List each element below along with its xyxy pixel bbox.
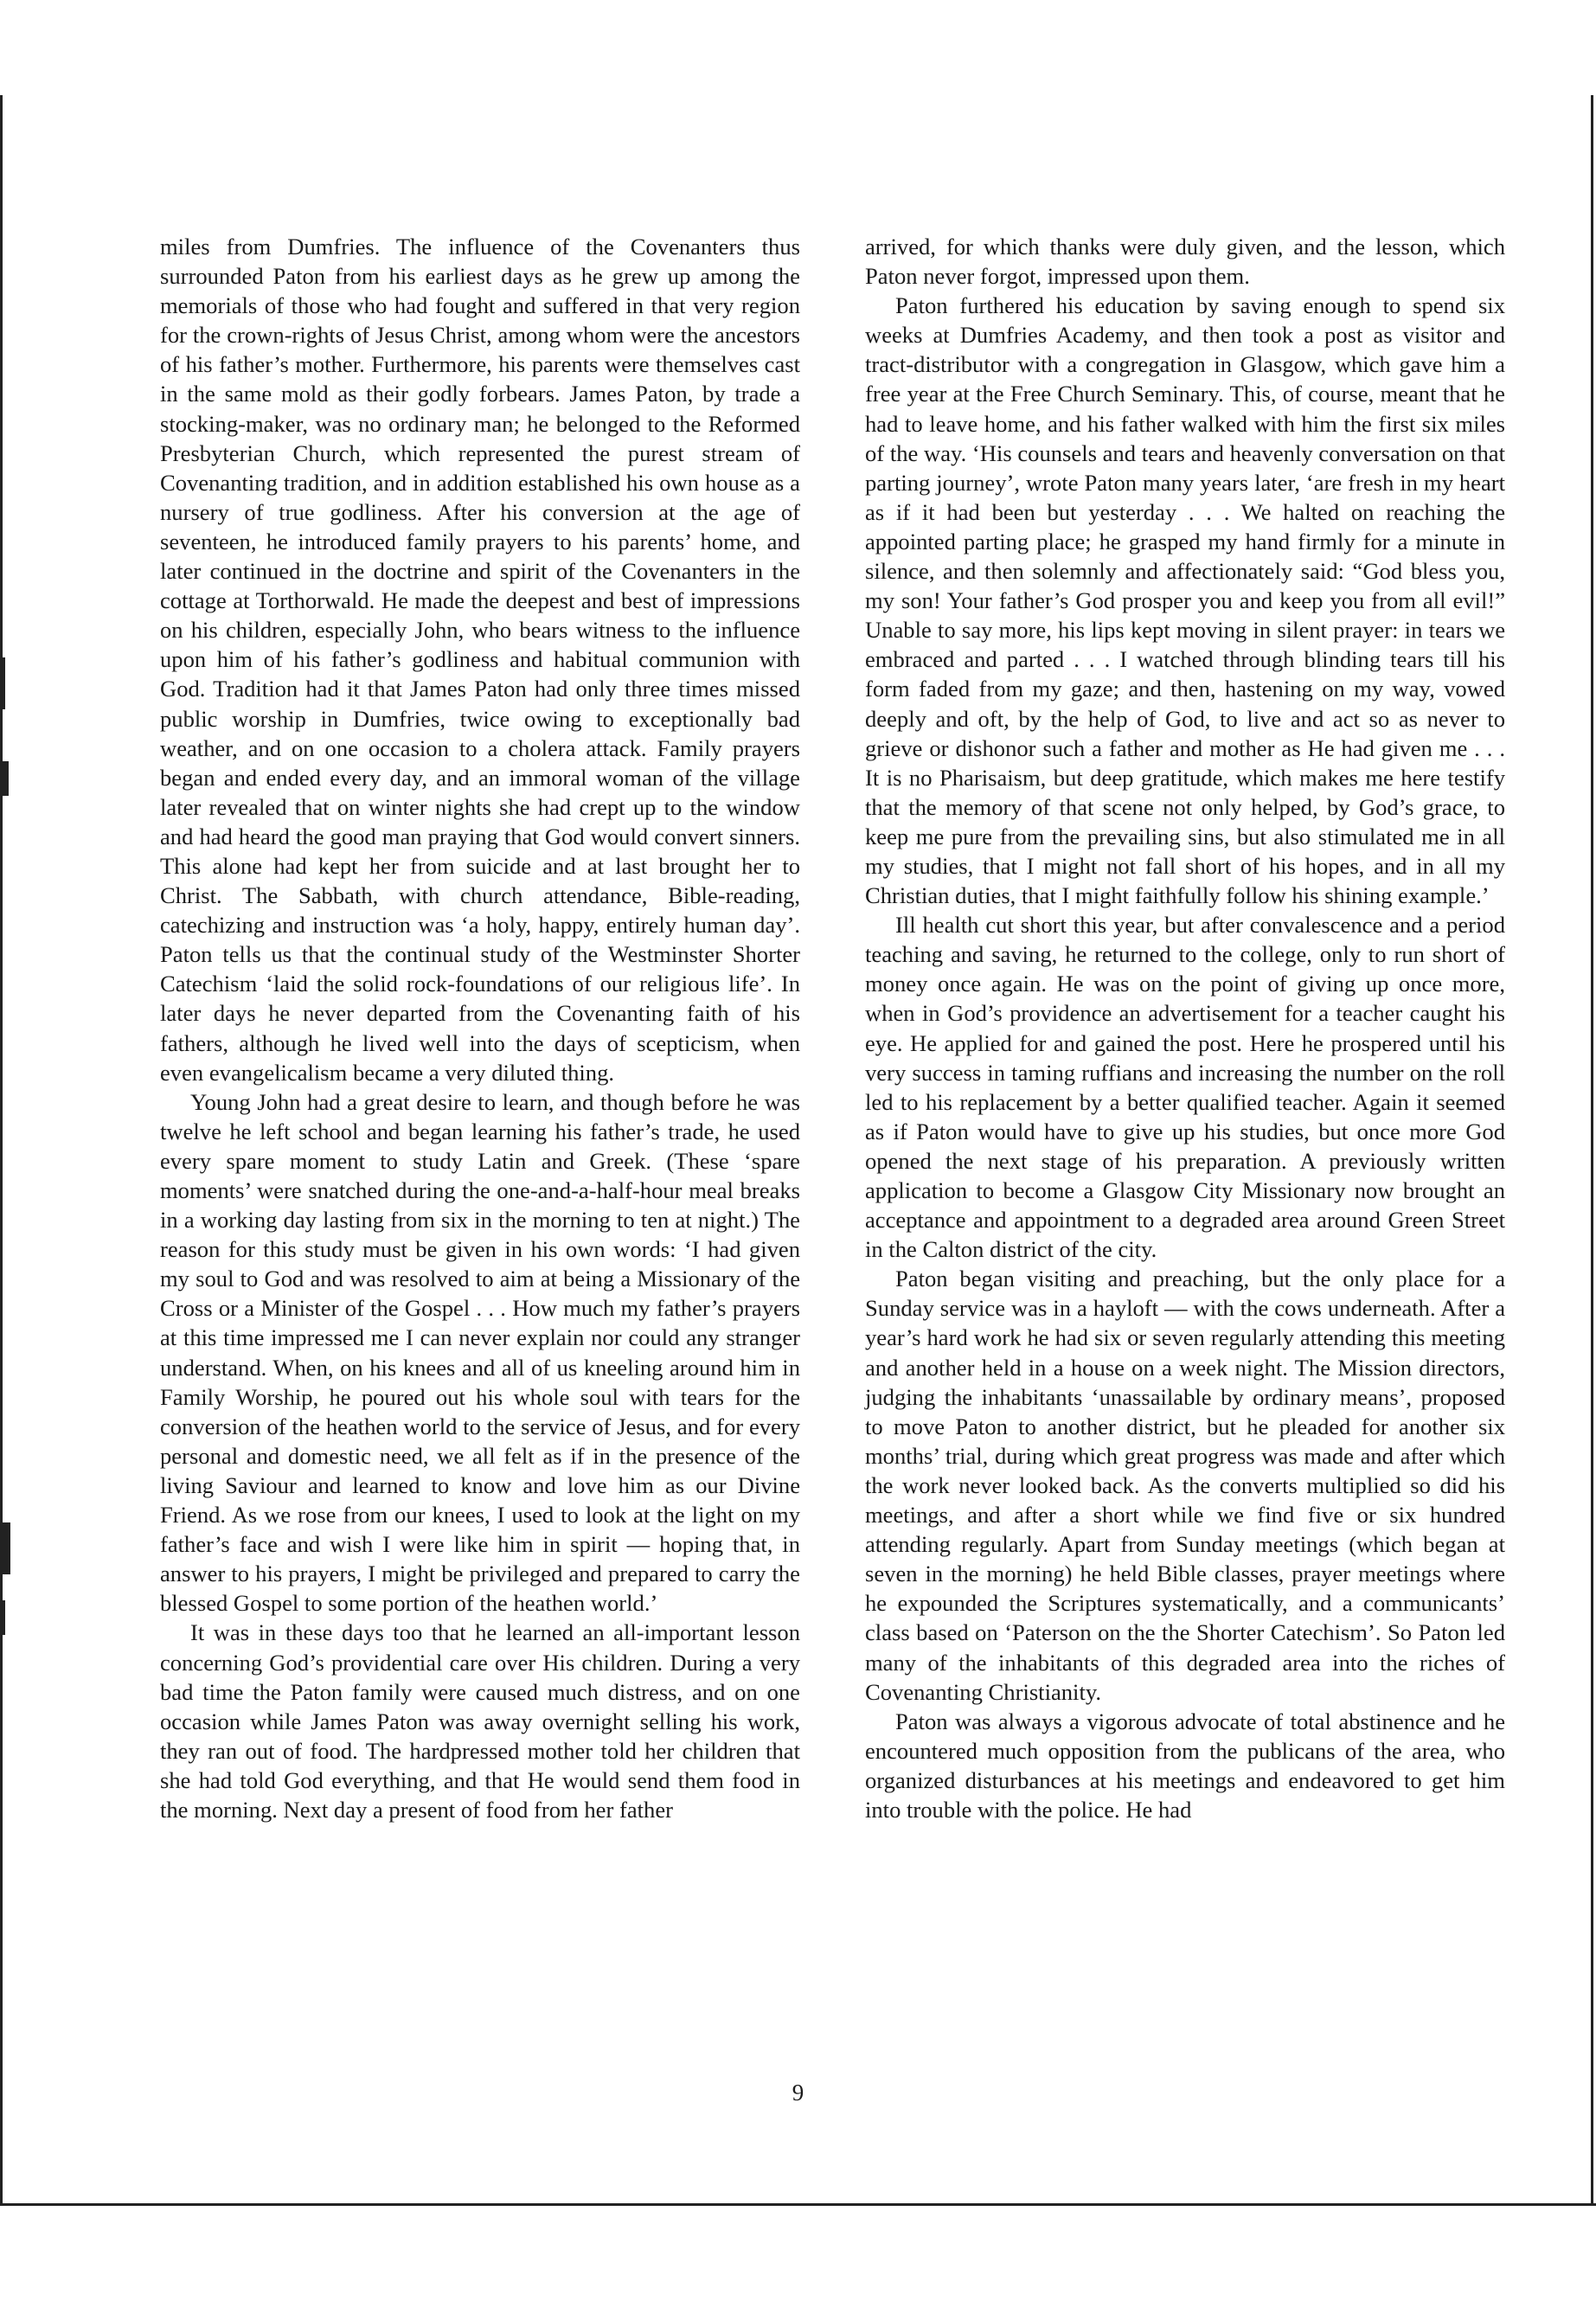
paragraph: Young John had a great desire to learn, and though before he was twelve he left school and began learning his father’s trade, he used every spare moment to study Latin and Greek. (These ‘spare moments’ were snatched during the one-and-a-half-hour meal breaks in a working day lasting from six in the morning to ten at night.) The reason for this study must be given in his own words: ‘I had given my soul to God and was resolved to aim at being a Missionary of the Cross or a Minister of the Gospel . . . How much my father’s prayers at this time impressed me I can never explain nor could any stranger understand. When, on his knees and all of us kneeling around him in Family Worship, he poured out his whole soul with tears for the conversion of the heathen world to the service of Jesus, and for every personal and domestic need, we all felt as if in the presence of the living Saviour and learned to know and love him as our Divine Friend. As we rose from our knees, I used to look at the light on my father’s face and wish I were like him in spirit — hoping that, in answer to his prayers, I might be privileged and prepared to carry the blessed Gospel to some portion of the heathen world.’ [160, 1088, 800, 1617]
paragraph: Paton was always a vigorous advocate of total abstinence and he encountered much opposition from the publicans of the area, who organized disturbances at his meetings and endeavored to get him into trouble with the police. He had [865, 1708, 1505, 1823]
page-edge-right [1591, 95, 1593, 2206]
page-number: 9 [792, 2080, 804, 2106]
paragraph: Paton began visiting and preaching, but the only place for a Sunday service was in a hayloft — with the cows underneath. After a year’s hard work he had six or seven regularly attending this meeting and another held in a house on a week night. The Mission directors, judging the inhabitants ‘unassailable by ordinary means’, proposed to move Paton to another district, but he pleaded for another six months’ trial, during which great progress was made and after which the work never looked back. As the converts multiplied so did his meetings, and after a short while we find five or six hundred attending regularly. Apart from Sunday meetings (which began at seven in the morning) he held Bible classes, prayer meetings where he expounded the Scriptures systematically, and a communicants’ class based on ‘Paterson on the the Shorter Catechism’. So Paton led many of the inhabitants of this degraded area into the riches of Covenanting Christianity. [865, 1266, 1505, 1705]
paragraph: miles from Dumfries. The influence of the Covenanters thus surrounded Paton from his earliest days as he grew up among the memorials of those who had fought and suffered in that very region for the crown-rights of Jesus Christ, among whom were the ancestors of his father’s mother. Furthermore, his parents were themselves cast in the same mold as their godly forbears. James Paton, by trade a stocking-maker, was no ordinary man; he belonged to the Reformed Presbyterian Church, which represented the purest stream of Covenanting tradition, and in addition established his own house as a nursery of true godliness. After his conversion at the age of seventeen, he introduced family prayers to his parents’ home, and later continued in the doctrine and spirit of the Covenanters in the cottage at Torthorwald. He made the deepest and best of impressions on his children, especially John, who bears witness to the influence upon him of his father’s godliness and habitual communion with God. Tradition had it that James Paton had only three times missed public worship in Dumfries, twice owing to exceptionally bad weather, and on one occasion to a cholera attack. Family prayers began and ended every day, and an immoral woman of the village later revealed that on winter nights she had crept up to the window and had heard the good man praying that God would convert sinners. This alone had kept her from suicide and at last brought her to Christ. The Sabbath, with church attendance, Bible-reading, catechizing and instruction was ‘a holy, happy, entirely human day’. Paton tells us that the continual study of the Westminster Shorter Catechism ‘laid the solid rock-foundations of our religious life’. In later days he never departed from the Covenanting faith of his fathers, although he lived well into the days of scepticism, when even evangelicalism became a very diluted thing. [160, 234, 800, 1086]
right-column [865, 232, 1505, 1824]
page-edge-left [0, 95, 3, 2206]
left-column [160, 232, 800, 1824]
paragraph: It was in these days too that he learned an all-important lesson concerning God’s providential care over His children. During a very bad time the Paton family were caused much distress, and on one occasion while James Paton was away overnight selling his work, they ran out of food. The hardpressed mother told her children that she had told God everything, and that He would send them food in the morning. Next day a present of food from her father [160, 1619, 800, 1823]
paragraph: arrived, for which thanks were duly given, and the lesson, which Paton never forgot, impressed upon them. [865, 234, 1505, 290]
margin-mark [0, 1600, 5, 1635]
margin-mark [0, 657, 5, 709]
margin-mark [0, 761, 9, 796]
paragraph: Paton furthered his education by saving enough to spend six weeks at Dumfries Academy, and then took a post as visitor and tract-distributor with a congregation in Glasgow, which gave him a free year at the Free Church Seminary. This, of course, meant that he had to leave home, and his father walked with him the first six miles of the way. ‘His counsels and tears and heavenly conversation on that parting journey’, wrote Paton many years later, ‘are fresh in my heart as if it had been but yesterday . . . We halted on reaching the appointed parting place; he grasped my hand firmly for a minute in silence, and then solemnly and affectionately said: “God bless you, my son! Your father’s God prosper you and keep you from all evil!” Unable to say more, his lips kept moving in silent prayer: in tears we embraced and parted . . . I watched through blinding tears till his form faded from my gaze; and then, hastening on my way, vowed deeply and oft, by the help of God, to live and act so as never to grieve or dishonor such a father and mother as He had given me . . . It is no Pharisaism, but deep gratitude, which makes me here testify that the memory of that scene not only helped, by God’s grace, to keep me pure from the prevailing sins, but also stimulated me in all my studies, that I might not fall short of his hopes, and in all my Christian duties, that I might faithfully follow his shining example.’ [865, 292, 1505, 909]
paragraph: Ill health cut short this year, but after convalescence and a period teaching and saving, he returned to the college, only to run short of money once again. He was on the point of giving up once more, when in God’s providence an advertisement for a teacher caught his eye. He applied for and gained the post. Here he prospered until his very success in taming ruffians and increasing the number on the roll led to his replacement by a better qualified teacher. Again it seemed as if Paton would have to give up his studies, but once more God opened the next stage of his preparation. A previously written application to become a Glasgow City Missionary now brought an acceptance and appointment to a degraded area around Green Street in the Calton district of the city. [865, 912, 1505, 1263]
margin-mark [0, 1522, 10, 1574]
page-edge-bottom [0, 2203, 1596, 2206]
